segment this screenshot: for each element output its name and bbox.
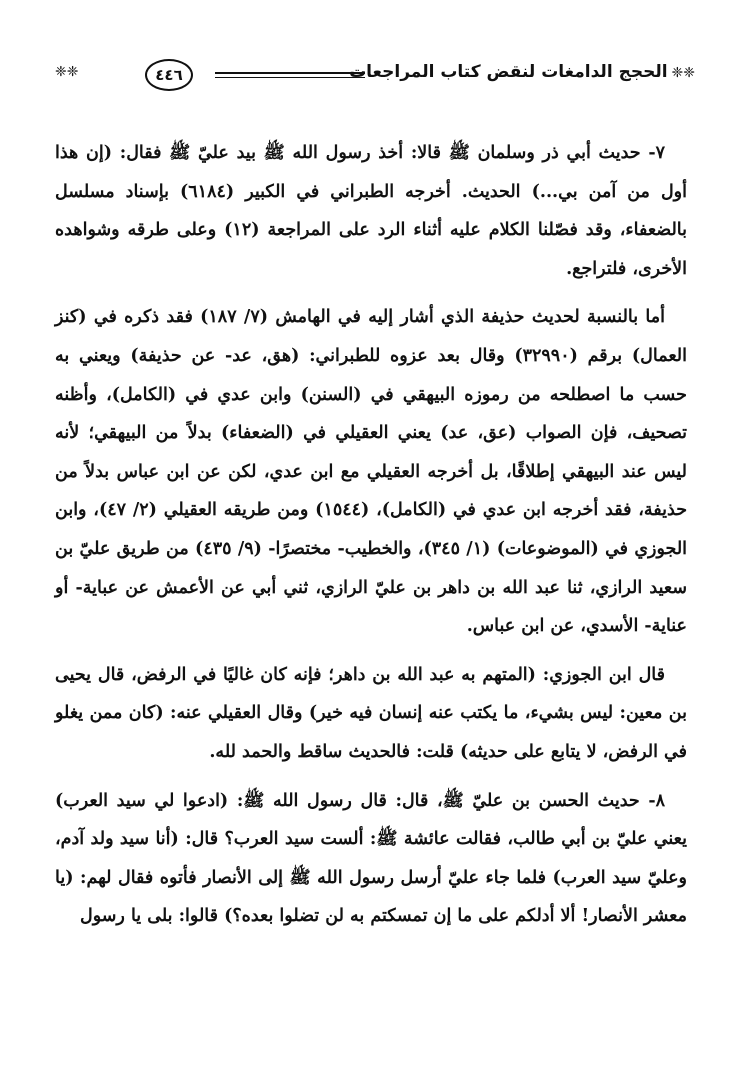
header-rule [215, 72, 365, 74]
page-number: ٤٤٦ [145, 59, 193, 91]
running-title-text: الحجج الدامغات لنقض كتاب المراجعات [349, 62, 668, 82]
page-body [55, 134, 687, 936]
paragraph-4: ٨- حديث الحسن بن عليّ ﷺ، قال: قال رسول الله ﷺ: (ادعوا لي سيد العرب) يعني عليّ بن أبي طالب، فقالت عائشة ﷺ: ألست سيد العرب؟ قال: (أنا سيد ولد آدم، وعليّ سيد العرب) فلما جاء عليّ أرسل رسول الله ﷺ إلى الأنصار فأتوه فقال لهم: (يا معشر الأنصار! ألا أدلكم على ما إن تمسكتم به لن تضلوا بعده؟) قالوا: بلى يا رسول [55, 790, 687, 927]
page-number-ornament [123, 58, 215, 92]
paragraph-3: قال ابن الجوزي: (المتهم به عبد الله بن داهر؛ فإنه كان غاليًا في الرفض، قال يحيى بن معين: ليس بشيء، ما يكتب عنه إنسان فيه خير) وقال العقيلي عنه: (كان ممن يغلو في الرفض، لا يتابع على حديثه) قلت: فالحديث ساقط والحمد لله. [55, 664, 687, 762]
paragraph-2: أما بالنسبة لحديث حذيفة الذي أشار إليه في الهامش (٧/ ١٨٧) فقد ذكره في (كنز العمال) برقم (٣٢٩٩٠) وقال بعد عزوه للطبراني: (هق، عد- عن حذيفة) ويعني به حسب ما اصطلحه من رموزه البيهقي في (السنن) وابن عدي في (الكامل)، وأظنه تصحيف، فإن الصواب (عق، عد) يعني العقيلي في (الضعفاء) بدلاً من البيهقي؛ لأنه ليس عند البيهقي إطلاقًا، بل أخرجه العقيلي مع ابن عدي، لكن عن ابن عباس بدلاً من حذيفة، فقد أخرجه ابن عدي في (الكامل)، (١٥٤٤) ومن طريقه العقيلي (٢/ ٤٧)، وابن الجوزي في (الموضوعات) (١/ ٣٤٥)، والخطيب- مختصرًا- (٩/ ٤٣٥) من طريق عليّ بن سعيد الرازي، ثنا عبد الله بن داهر بن عليّ الرازي، ثني أبي عن الأعمش عن عباية- أو عناية- الأسدي، عن ابن عباس. [55, 307, 688, 637]
paragraph-1: ٧- حديث أبي ذر وسلمان ﷺ قالا: أخذ رسول الله ﷺ بيد عليّ ﷺ فقال: (إن هذا أول من آمن بي...) الحديث. أخرجه الطبراني في الكبير (٦١٨٤) بإسناد مسلسل بالضعفاء، وقد فصّلنا الكلام عليه أثناء الرد على المراجعة (١٢) وعلى طرقه وشواهده الأخرى، فلتراجع. [55, 143, 688, 279]
running-title [349, 62, 695, 82]
header-rule-thin [215, 77, 365, 78]
ornament-icon: ❈❈ [671, 65, 695, 81]
page-header [55, 58, 695, 94]
ornament-left-icon: ❈❈ [55, 64, 79, 80]
